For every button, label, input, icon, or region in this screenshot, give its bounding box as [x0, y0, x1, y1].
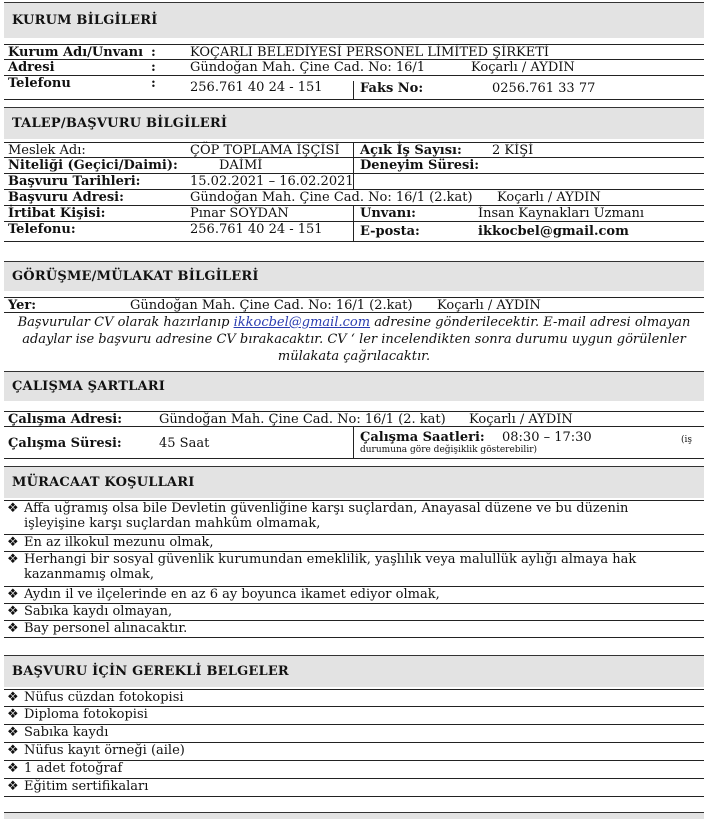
basvuru-adres-label: Başvuru Adresi:	[8, 190, 124, 205]
bullet-icon: ❖	[7, 707, 19, 722]
yer-label: Yer:	[8, 298, 37, 313]
eposta-label: E-posta:	[360, 224, 420, 239]
bullet-icon: ❖	[7, 501, 19, 516]
list-item-line: kazanmamış olmak,	[24, 567, 155, 582]
bullet-icon: ❖	[7, 604, 19, 619]
basvuru-adres-city: Koçarlı / AYDIN	[497, 190, 601, 205]
list-item-text	[24, 501, 696, 531]
unvan-value: İnsan Kaynakları Uzmanı	[478, 206, 645, 221]
kurum-phone-value: 256.761 40 24 - 151	[190, 80, 323, 95]
bullet-icon: ❖	[7, 779, 19, 794]
talep-nitelik-row	[4, 158, 704, 174]
list-item-text: Bay personel alınacaktır.	[24, 621, 188, 636]
list-item-text: En az ilkokul mezunu olmak,	[24, 535, 214, 550]
eposta-value: ikkocbel@gmail.com	[478, 224, 629, 239]
kurum-name-colon: :	[151, 45, 156, 60]
column-divider	[353, 81, 354, 100]
bullet-icon: ❖	[7, 743, 19, 758]
column-divider	[353, 206, 354, 222]
calisma-saat-note-1: (iş	[681, 435, 693, 445]
bullet-icon: ❖	[7, 725, 19, 740]
list-item	[4, 743, 704, 761]
section-title: TALEP/BAŞVURU BİLGİLERİ	[12, 116, 228, 131]
kurum-address-colon: :	[151, 60, 156, 75]
list-item-text: Aydın il ve ilçelerinde en az 6 ay boyunca ikamet ediyor olmak,	[24, 587, 440, 602]
calisma-adres-label: Çalışma Adresi:	[8, 412, 123, 427]
bullet-icon: ❖	[7, 587, 19, 602]
list-item-line: işleyişine karşı suçlardan mahkûm olmamak,	[24, 516, 321, 531]
instructions-line-3: mülakata çağrılacaktır.	[277, 349, 431, 364]
talep-meslek-row	[4, 142, 704, 158]
section-title: ÇALIŞMA ŞARTLARI	[12, 379, 166, 394]
calisma-adres-row	[4, 411, 704, 427]
bullet-icon: ❖	[7, 552, 19, 567]
list-item	[4, 621, 704, 638]
instructions-line-1	[4, 314, 704, 331]
section-header-next	[4, 812, 704, 819]
kurum-phone-row	[4, 76, 704, 100]
section-title: BAŞVURU İÇİN GEREKLİ BELGELER	[12, 664, 289, 679]
irtibat-value: Pınar SOYDAN	[190, 206, 289, 221]
kurum-name-value: KOÇARLI BELEDİYESİ PERSONEL LİMİTED ŞİRKETİ	[190, 45, 549, 60]
email-link[interactable]: ikkocbel@gmail.com	[233, 315, 371, 330]
yer-city: Koçarlı / AYDIN	[437, 298, 541, 313]
kurum-address-row	[4, 60, 704, 76]
meslek-label: Meslek Adı:	[8, 143, 86, 158]
list-item-line: Herhangi bir sosyal güvenlik kurumundan emeklilik, yaşlılık veya malullük aylığı almaya hak	[24, 552, 637, 567]
list-item	[4, 500, 704, 535]
section-header-belgeler	[4, 655, 704, 687]
section-title: GÖRÜŞME/MÜLAKAT BİLGİLERİ	[12, 269, 259, 284]
calisma-saat-note-2: durumuna göre değişiklik gösterebilir)	[360, 445, 538, 455]
list-item	[4, 779, 704, 797]
list-item-text: Diploma fotokopisi	[24, 707, 148, 722]
section-header-muracaat	[4, 466, 704, 498]
calisma-saat-value: 08:30 – 17:30	[502, 430, 592, 445]
section-header-kurum	[4, 2, 704, 38]
kurum-address-city: Koçarlı / AYDIN	[471, 60, 575, 75]
telefon-label: Telefonu:	[8, 222, 76, 237]
list-item	[4, 535, 704, 552]
section-title: MÜRACAAT KOŞULLARI	[12, 475, 195, 490]
gorusme-yer-row	[4, 297, 704, 313]
list-item	[4, 761, 704, 779]
acik-is-label: Açık İş Sayısı:	[360, 143, 462, 158]
list-item	[4, 707, 704, 725]
section-title: KURUM BİLGİLERİ	[12, 13, 158, 28]
irtibat-label: İrtibat Kişisi:	[8, 206, 106, 221]
list-item	[4, 552, 704, 587]
meslek-value: ÇÖP TOPLAMA İŞÇİSİ	[190, 143, 340, 158]
calisma-sure-label: Çalışma Süresi:	[8, 436, 122, 451]
deneyim-label: Deneyim Süresi:	[360, 158, 480, 173]
calisma-sure-row	[4, 427, 704, 459]
kurum-phone-colon: :	[151, 76, 156, 91]
kurum-name-label: Kurum Adı/Unvanı	[8, 45, 144, 60]
section-header-gorusme	[4, 261, 704, 291]
instructions-text: Başvurular CV olarak hazırlanıp	[17, 315, 234, 330]
acik-is-value: 2 KİŞİ	[492, 143, 534, 158]
column-divider	[353, 174, 354, 190]
list-item-text: 1 adet fotoğraf	[24, 761, 123, 776]
list-item-text: Sabıka kaydı	[24, 725, 109, 740]
basvuru-tarih-value: 15.02.2021 – 16.02.2021	[190, 174, 354, 189]
talep-tel-row	[4, 222, 704, 242]
talep-irtibat-row	[4, 206, 704, 222]
calisma-adres-city: Koçarlı / AYDIN	[469, 412, 573, 427]
gorusme-instructions	[4, 314, 704, 365]
bullet-icon: ❖	[7, 535, 19, 550]
job-posting-document	[4, 0, 704, 819]
nitelik-value: DAİMİ	[219, 158, 263, 173]
instructions-text: adresine gönderilecektir. E-mail adresi olmayan	[370, 315, 691, 330]
kurum-address-label: Adresi	[8, 60, 55, 75]
kurum-fax-label: Faks No:	[360, 81, 424, 96]
yer-value: Gündoğan Mah. Çine Cad. No: 16/1 (2.kat)	[130, 298, 413, 313]
kurum-name-row	[4, 44, 704, 60]
section-header-talep	[4, 107, 704, 139]
bullet-icon: ❖	[7, 690, 19, 705]
column-divider	[353, 158, 354, 174]
instructions-line-2: adaylar ise başvuru adresine CV bırakacaktır. CV ‘ ler incelendikten sonra durumu uygun görülenler	[22, 332, 686, 347]
kurum-phone-label: Telefonu	[8, 76, 71, 91]
list-item	[4, 604, 704, 621]
list-item	[4, 587, 704, 604]
list-item-text	[24, 552, 696, 582]
column-divider	[353, 427, 354, 459]
column-divider	[353, 143, 354, 158]
basvuru-adres-value: Gündoğan Mah. Çine Cad. No: 16/1 (2.kat)	[190, 190, 473, 205]
column-divider	[353, 222, 354, 242]
bullet-icon: ❖	[7, 621, 19, 636]
bullet-icon: ❖	[7, 761, 19, 776]
calisma-adres-value: Gündoğan Mah. Çine Cad. No: 16/1 (2. kat)	[159, 412, 446, 427]
list-item-line: Affa uğramış olsa bile Devletin güvenliğine karşı suçlardan, Anayasal düzene ve bu düzenin	[24, 501, 629, 516]
unvan-label: Unvanı:	[360, 206, 416, 221]
calisma-sure-value: 45 Saat	[159, 436, 210, 451]
list-item-text: Sabıka kaydı olmayan,	[24, 604, 173, 619]
talep-adres-row	[4, 190, 704, 206]
basvuru-tarih-label: Başvuru Tarihleri:	[8, 174, 141, 189]
kurum-fax-value: 0256.761 33 77	[492, 81, 596, 96]
list-item-text: Nüfus kayıt örneği (aile)	[24, 743, 185, 758]
list-item-text: Nüfus cüzdan fotokopisi	[24, 690, 184, 705]
list-item	[4, 725, 704, 743]
list-item	[4, 689, 704, 707]
talep-tarih-row	[4, 174, 704, 190]
list-item-text: Eğitim sertifikaları	[24, 779, 149, 794]
telefon-value: 256.761 40 24 - 151	[190, 222, 323, 237]
nitelik-label: Niteliği (Geçici/Daimi):	[8, 158, 178, 173]
kurum-address-value: Gündoğan Mah. Çine Cad. No: 16/1	[190, 60, 426, 75]
section-header-calisma	[4, 371, 704, 401]
calisma-saat-label: Çalışma Saatleri:	[360, 430, 485, 445]
